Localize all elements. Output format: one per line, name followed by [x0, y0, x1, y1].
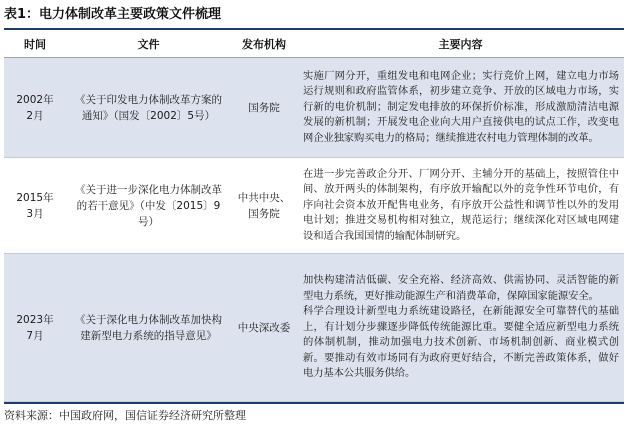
cell-issuer: 中央深改委: [231, 254, 297, 402]
cell-content: 在进一步完善政企分开、厂网分开、主辅分开的基础上，按照管住中间、放开两头的体制架构，有序放开输配以外的竞争性环节电价，有序向社会资本放开配售电业务，有序放开公益性和调节性以外的发用电计划；推进交易机构相对独立，规范运行；继续深化对区域电网建设和适合我国国情的输配体制研究。: [297, 158, 624, 254]
cell-content: 加快构建清洁低碳、安全充裕、经济高效、供需协同、灵活智能的新型电力系统，更好推动能源生产和消费革命，保障国家能源安全。 科学合理设计新型电力系统建设路径，在新能源安全可靠替代的基础上，有计划分步骤逐步降低传统能源比重。要健全适应新型电力系统的体制机制，推动加强电力技术创新、市场机制创新、商业模式创新。要推动有效市场同有为政府更好结合，不断完善政策体系，做好电力基本公共服务供给。: [297, 254, 624, 402]
cell-issuer: 国务院: [231, 58, 297, 158]
cell-document: 《关于深化电力体制改革加快构建新型电力系统的指导意见》: [66, 254, 231, 402]
cell-document: 《关于印发电力体制改革方案的通知》（国发〔2002〕5号）: [66, 58, 231, 158]
cell-document: 《关于进一步深化电力体制改革的若干意见》（中发〔2015〕9号）: [66, 158, 231, 254]
header-content: 主要内容: [297, 31, 624, 58]
table-row: [4, 158, 624, 254]
header-issuer: 发布机构: [231, 31, 297, 58]
table-title: 表1：电力体制改革主要政策文件梳理: [4, 7, 222, 22]
table-header-row: [4, 31, 624, 58]
cell-content: 实施厂网分开，重组发电和电网企业；实行竞价上网，建立电力市场运行规则和政府监管体系，初步建立竞争、开放的区域电力市场，实行新的电价机制；制定发电排放的环保折价标准，形成激励清洁电源发展的新机制；开展发电企业向大用户直接供电的试点工作，改变电网企业独家购买电力的格局；继续推进农村电力管理体制的改革。: [297, 58, 624, 158]
cell-issuer: 中共中央、国务院: [231, 158, 297, 254]
table-row: [4, 254, 624, 402]
cell-time: 2002年 2月: [4, 58, 66, 158]
header-document: 文件: [66, 31, 231, 58]
policy-table: [4, 31, 624, 402]
cell-time: 2023年 7月: [4, 254, 66, 402]
top-rule: [4, 28, 624, 30]
header-time: 时间: [4, 31, 66, 58]
source-note: 资料来源：中国政府网，国信证券经济研究所整理: [4, 409, 246, 422]
table-row: [4, 58, 624, 158]
bottom-rule: [4, 402, 624, 404]
cell-time: 2015年 3月: [4, 158, 66, 254]
